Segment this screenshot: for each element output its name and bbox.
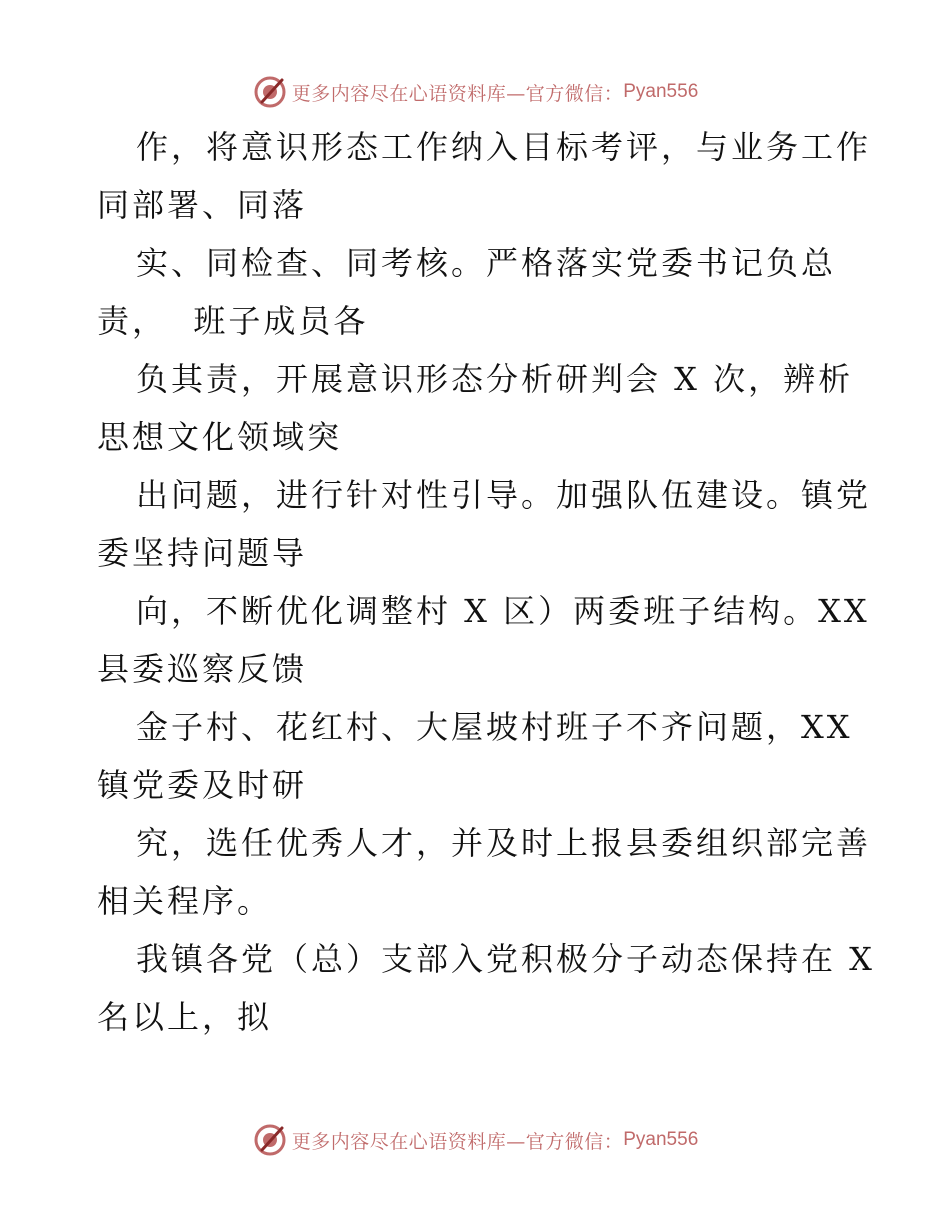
paragraph-line: 责， 班子成员各 bbox=[97, 302, 369, 340]
logo-icon bbox=[252, 1122, 288, 1158]
paragraph-line: 金子村、花红村、大屋坡村班子不齐问题，XX bbox=[136, 708, 853, 746]
logo-icon bbox=[252, 74, 288, 110]
paragraph-line: 名以上，拟 bbox=[97, 998, 273, 1036]
paragraph-line: 负其责，开展意识形态分析研判会 X 次，辨析 bbox=[136, 360, 854, 398]
paragraph bbox=[97, 234, 857, 350]
header-watermark bbox=[0, 72, 950, 112]
paragraph-line: 实、同检查、同考核。严格落实党委书记负总 bbox=[136, 244, 837, 282]
paragraph bbox=[97, 930, 875, 1046]
paragraph-line: 向，不断优化调整村 X 区）两委班子结构。XX bbox=[136, 592, 870, 630]
watermark-id: Pyan556 bbox=[623, 1129, 699, 1150]
paragraph-line: 作，将意识形态工作纳入目标考评，与业务工作 bbox=[136, 128, 872, 166]
paragraph-line: 县委巡察反馈 bbox=[97, 650, 308, 688]
paragraph-line: 委坚持问题导 bbox=[97, 534, 308, 572]
paragraph bbox=[97, 118, 872, 234]
paragraph-line: 究，选任优秀人才，并及时上报县委组织部完善 bbox=[136, 824, 872, 862]
paragraph bbox=[97, 582, 870, 698]
watermark-id: Pyan556 bbox=[623, 81, 699, 102]
paragraph-line: 出问题，进行针对性引导。加强队伍建设。镇党 bbox=[136, 476, 872, 514]
paragraph bbox=[97, 698, 857, 814]
paragraph bbox=[97, 814, 872, 930]
paragraph bbox=[97, 466, 872, 582]
watermark-text: 更多内容尽在心语资料库—官方微信： bbox=[291, 82, 624, 105]
watermark-text: 更多内容尽在心语资料库—官方微信： bbox=[291, 1130, 624, 1153]
footer-watermark bbox=[0, 1120, 950, 1160]
paragraph-line: 同部署、同落 bbox=[97, 186, 308, 224]
paragraph-line: 镇党委及时研 bbox=[97, 766, 308, 804]
document-body bbox=[97, 118, 875, 1046]
paragraph bbox=[97, 350, 857, 466]
paragraph-line: 我镇各党（总）支部入党积极分子动态保持在 X bbox=[136, 940, 875, 978]
paragraph-line: 相关程序。 bbox=[97, 882, 273, 920]
paragraph-line: 思想文化领域突 bbox=[97, 418, 343, 456]
